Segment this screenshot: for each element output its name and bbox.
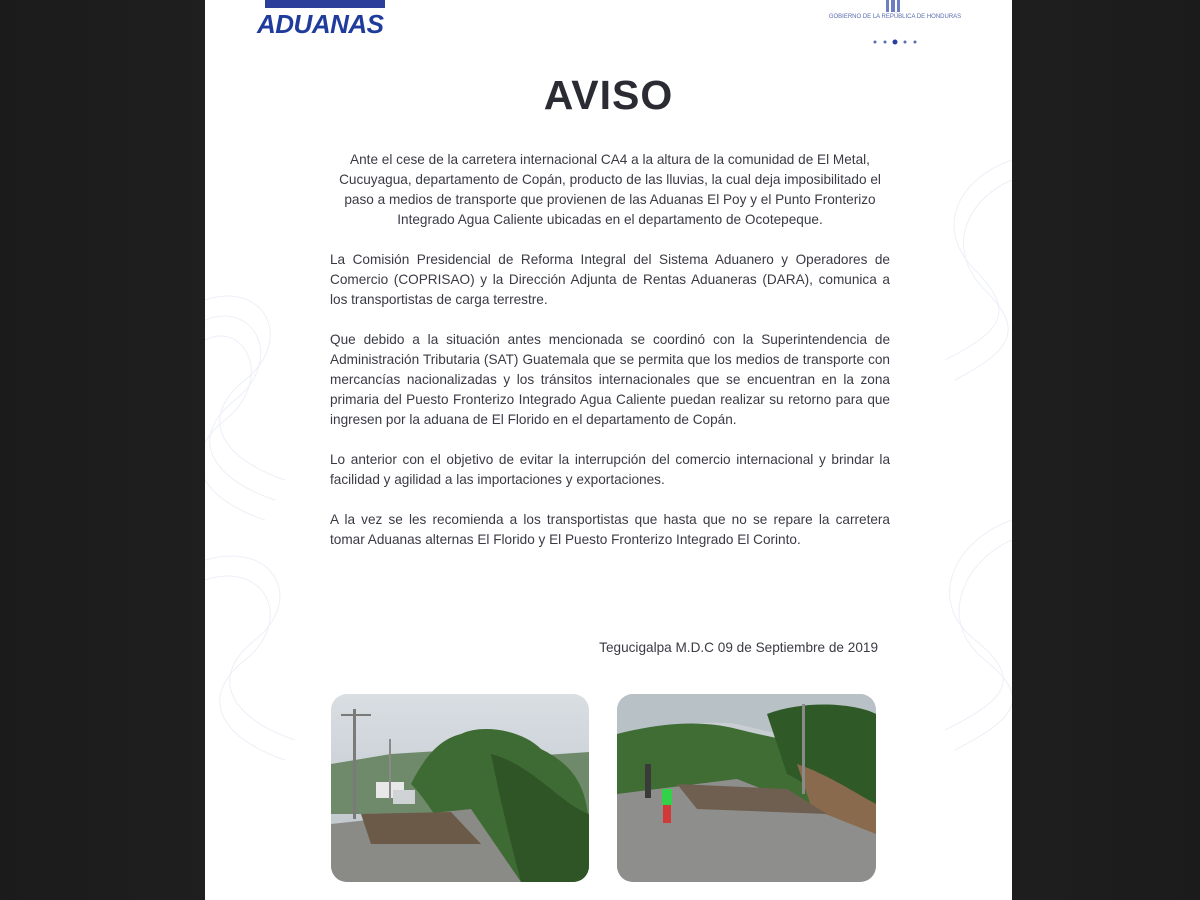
road-damage-photo-right (617, 694, 876, 882)
paragraph-3: Que debido a la situación antes mencionada se coordinó con la Superintendencia de Administración Tributaria (SAT) Guatemala que se permita que los medios de transporte con mercancías nacionalizadas y los tránsitos internacionales que se encuentran en la zona primaria del Puesto Fronterizo Integrado Agua Caliente puedan realizar su retorno para que ingresen por la aduana de El Florido en el departamento de Copán. (330, 332, 890, 427)
government-seal (825, 0, 965, 50)
government-seal-text: GOBIERNO DE LA REPÚBLICA DE HONDURAS (828, 14, 962, 20)
logo-stripe-icon (265, 0, 385, 8)
stars-icon (869, 38, 921, 46)
notice-title: AVISO (543, 72, 674, 118)
paragraph-1: Ante el cese de la carretera internacional CA4 a la altura de la comunidad de El Metal, Cucuyagua, departamento de Copán, producto de las lluvias, la cual deja imposibilitado el paso a medios de transporte que provienen de las Aduanas El Poy y el Punto Fronterizo Integrado Agua Caliente ubicadas en el departamento de Ocotepeque. (339, 152, 881, 227)
paragraph-2: La Comisión Presidencial de Reforma Integral del Sistema Aduanero y Operadores de Comercio (COPRISAO) y la Dirección Adjunta de Rentas Aduaneras (DARA), comunica a los transportistas de carga terrestre. (330, 252, 890, 307)
notice-body (330, 150, 890, 570)
aduanas-logo (257, 0, 407, 40)
date-line: Tegucigalpa M.D.C 09 de Septiembre de 2019 (599, 640, 878, 655)
paragraph-4: Lo anterior con el objetivo de evitar la interrupción del comercio internacional y brindar la facilidad y agilidad a las importaciones y exportaciones. (330, 452, 890, 487)
brand-name: ADUANAS (257, 9, 384, 39)
road-damage-photo-left (331, 694, 589, 882)
notice-document (205, 0, 1012, 900)
seal-emblem-icon (883, 0, 903, 12)
paragraph-5: A la vez se les recomienda a los transportistas que hasta que no se repare la carretera tomar Aduanas alternas El Florido y El Puesto Fronterizo Integrado El Corinto. (330, 512, 890, 547)
